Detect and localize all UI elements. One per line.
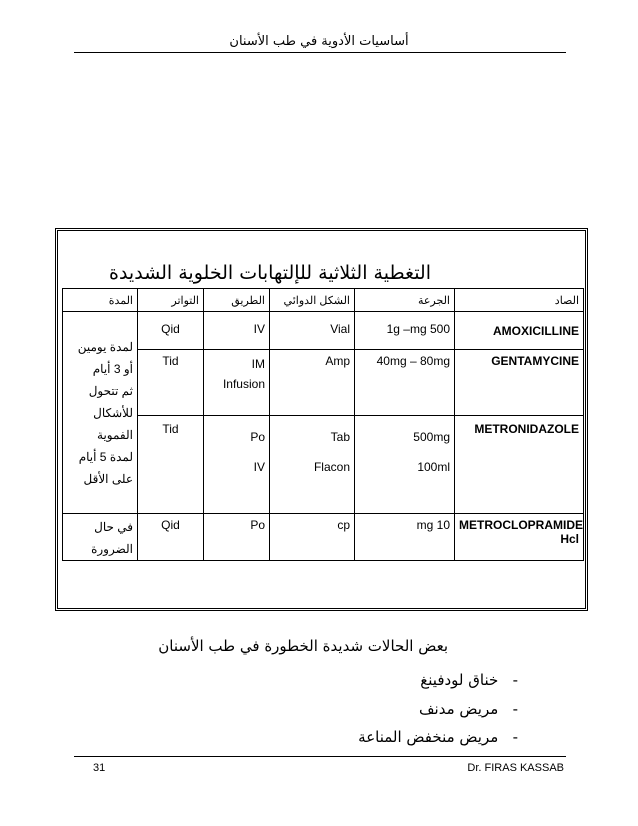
form-cell: cp (270, 514, 355, 561)
freq-cell: Tid (138, 416, 204, 514)
table-row (63, 350, 584, 416)
dose-cell: 500 1g –mg (355, 312, 455, 350)
col-header-route: الطريق (204, 289, 270, 312)
list-item: - مريض مدنف (419, 700, 518, 718)
bullet: - (512, 728, 518, 746)
col-header-frequency: التواتر (138, 289, 204, 312)
route-cell: IM Infusion (204, 350, 270, 416)
author-name: Dr. FIRAS KASSAB (467, 762, 564, 774)
col-header-duration: المدة (63, 289, 138, 312)
route-cell: IV (204, 312, 270, 350)
bullet: - (512, 671, 518, 689)
table-title: التغطية الثلاثية للإلتهابات الخلوية الشديدة (109, 262, 431, 284)
table-row (63, 416, 584, 514)
form-cell: Tab Flacon (270, 416, 355, 514)
dose-cell: 500mg 100ml (355, 416, 455, 514)
severe-cases-title: بعض الحالات شديدة الخطورة في طب الأسنان (158, 637, 448, 655)
col-header-form: الشكل الدوائي (270, 289, 355, 312)
duration-cell-main: لمدة يومين أو 3 أيام ثم تتحول للأشكال الفموية لمدة 5 أيام على الأقل (63, 312, 138, 514)
drug-table (62, 288, 584, 561)
footer-rule (74, 756, 566, 757)
col-header-drug: الصاد (455, 289, 584, 312)
header-rule (74, 52, 566, 53)
freq-cell: Tid (138, 350, 204, 416)
drug-name-cell: AMOXICILLINE (455, 312, 584, 350)
drug-name-cell: METRONIDAZOLE (455, 416, 584, 514)
table-row (63, 312, 584, 350)
page-number: 31 (93, 762, 106, 774)
table-header-row (63, 289, 584, 312)
form-cell: Vial (270, 312, 355, 350)
route-cell: Po (204, 514, 270, 561)
drug-name-cell: METROCLOPRAMIDE Hcl (455, 514, 584, 561)
page-header-title: أساسيات الأدوية في طب الأسنان (229, 34, 409, 49)
freq-cell: Qid (138, 312, 204, 350)
freq-cell: Qid (138, 514, 204, 561)
table-row (63, 514, 584, 561)
drug-name-cell: GENTAMYCINE (455, 350, 584, 416)
col-header-dose: الجرعة (355, 289, 455, 312)
dose-cell: 40mg – 80mg (355, 350, 455, 416)
dose-cell: 10 mg (355, 514, 455, 561)
bullet: - (512, 700, 518, 718)
list-item: - خناق لودفينغ (420, 671, 518, 689)
form-cell: Amp (270, 350, 355, 416)
duration-cell-last: في حال الضرورة (63, 514, 138, 561)
list-item: - مريض منخفض المناعة (358, 728, 518, 746)
route-cell: Po IV (204, 416, 270, 514)
